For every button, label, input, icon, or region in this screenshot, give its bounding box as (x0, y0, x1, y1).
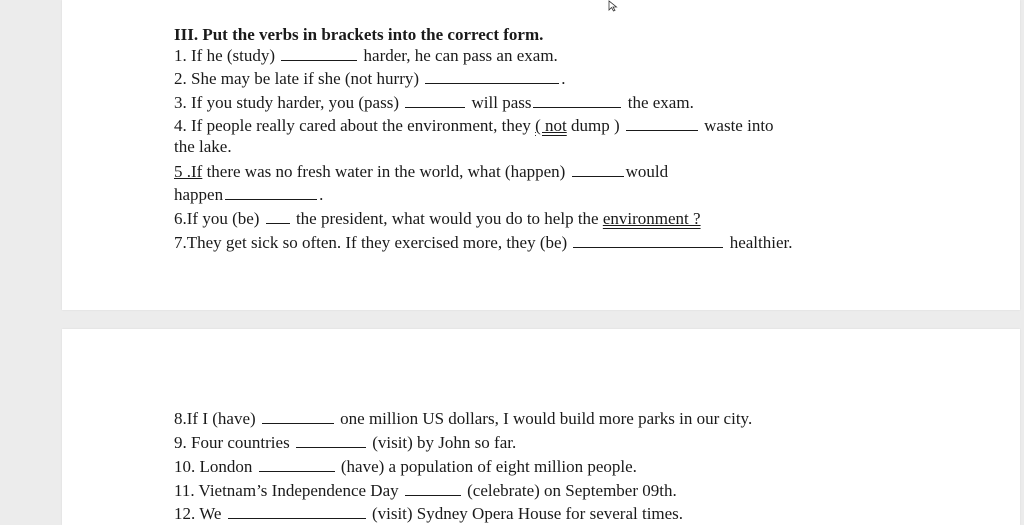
question-4-continued: the lake. (174, 137, 232, 156)
answer-blank[interactable] (259, 455, 335, 472)
question-5-continued: happen . (174, 185, 324, 204)
answer-blank[interactable] (425, 67, 559, 84)
question-2: 2. She may be late if she (not hurry) . (174, 69, 566, 88)
answer-blank[interactable] (281, 44, 357, 61)
question-1: 1. If he (study) harder, he can pass an exam. (174, 46, 558, 65)
question-6: 6.If you (be) the president, what would you do to help the environment ? (174, 209, 701, 228)
question-11: 11. Vietnam’s Independence Day (celebrate) on September 09th. (174, 481, 677, 500)
answer-blank[interactable] (533, 91, 621, 108)
question-7: 7.They get sick so often. If they exercised more, they (be) healthier. (174, 233, 793, 252)
question-10: 10. London (have) a population of eight million people. (174, 457, 637, 476)
question-9: 9. Four countries (visit) by John so far. (174, 433, 517, 452)
answer-blank[interactable] (296, 431, 366, 448)
answer-blank[interactable] (405, 91, 465, 108)
exercise-title: III. Put the verbs in brackets into the correct form. (174, 25, 544, 44)
question-12: 12. We (visit) Sydney Opera House for several times. (174, 504, 684, 523)
question-3: 3. If you study harder, you (pass) will pass the exam. (174, 93, 694, 112)
mouse-cursor-icon (608, 0, 620, 12)
answer-blank[interactable] (572, 160, 624, 177)
question-4: 4. If people really cared about the environment, they ( not dump ) waste into (174, 116, 774, 135)
answer-blank[interactable] (405, 479, 461, 496)
answer-blank[interactable] (266, 207, 290, 224)
answer-blank[interactable] (225, 183, 317, 200)
question-5: 5 .If there was no fresh water in the world, what (happen) would (174, 162, 669, 181)
answer-blank[interactable] (228, 502, 366, 519)
question-8: 8.If I (have) one million US dollars, I would build more parks in our city. (174, 409, 753, 428)
answer-blank[interactable] (573, 231, 723, 248)
answer-blank[interactable] (262, 407, 334, 424)
answer-blank[interactable] (626, 114, 698, 131)
